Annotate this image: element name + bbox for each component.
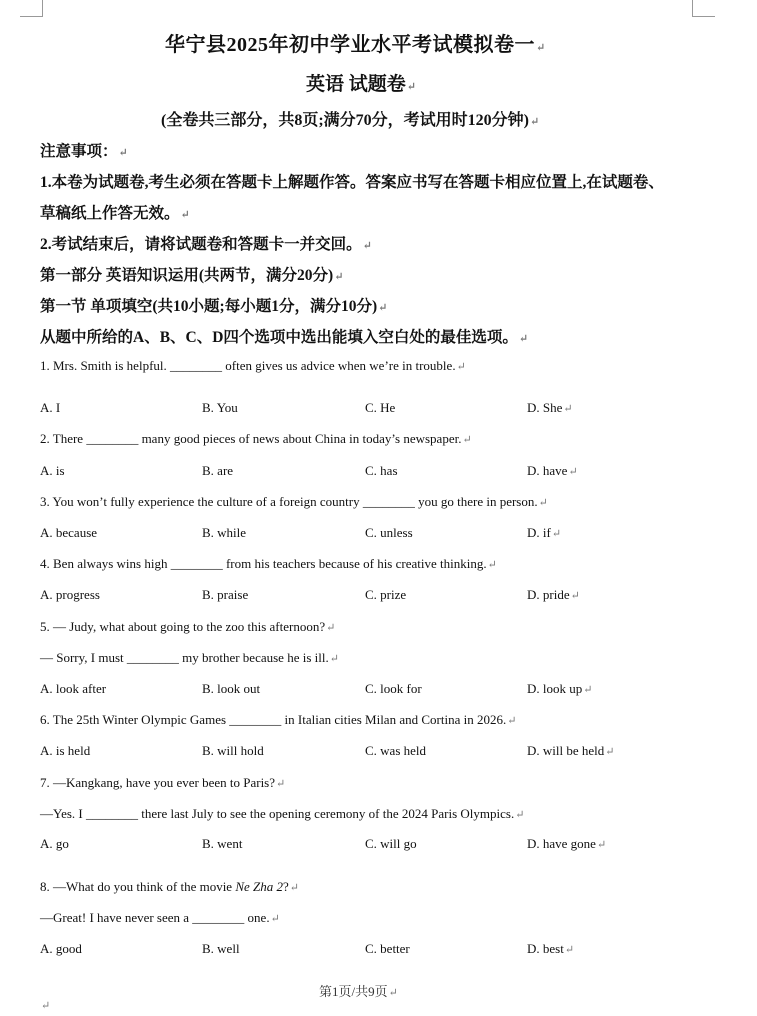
option-a: A. because — [40, 525, 98, 540]
option-b: B. look out — [202, 681, 261, 696]
question-1: 1. Mrs. Smith is helpful. ________ often gives us advice when we’re in trouble.↵ — [40, 358, 466, 373]
question-5-line-2: — Sorry, I must ________ my brother because he is ill.↵ — [40, 650, 339, 665]
trailing-paragraph-mark: ↵ — [41, 1000, 51, 1012]
option-d: D. look up↵ — [527, 681, 593, 696]
part-1-heading: 第一部分 英语知识运用(共两节，满分20分)↵ — [40, 267, 344, 284]
exam-subtitle: 英语 试题卷↵ — [306, 74, 416, 95]
question-3: 3. You won’t fully experience the culture of a foreign country ________ you go there in person.↵ — [40, 494, 548, 509]
option-d: D. if↵ — [527, 525, 562, 540]
question-8-line-1: 8. —What do you think of the movie Ne Zha 2?↵ — [40, 879, 300, 894]
option-a: A. good — [40, 941, 82, 956]
option-a: A. progress — [40, 587, 100, 602]
option-b: B. while — [202, 525, 247, 540]
option-c: C. prize — [365, 587, 407, 602]
section-instruction: 从题中所给的A、B、C、D四个选项中选出能填入空白处的最佳选项。↵ — [40, 329, 529, 346]
option-d: D. She↵ — [527, 400, 573, 415]
option-c: C. better — [365, 941, 410, 956]
option-c: C. look for — [365, 681, 422, 696]
question-2: 2. There ________ many good pieces of news about China in today’s newspaper.↵ — [40, 431, 472, 446]
exam-info: (全卷共三部分，共8页;满分70分，考试用时120分钟)↵ — [161, 112, 540, 129]
notes-item-1-line-2: 草稿纸上作答无效。↵ — [40, 205, 190, 222]
option-c: C. will go — [365, 836, 417, 851]
option-d: D. have gone↵ — [527, 836, 607, 851]
exam-title: 华宁县2025年初中学业水平考试模拟卷一↵ — [165, 34, 546, 56]
section-1-heading: 第一节 单项填空(共10小题;每小题1分，满分10分)↵ — [40, 298, 388, 315]
option-c: C. He — [365, 400, 396, 415]
option-d: D. best↵ — [527, 941, 575, 956]
option-c: C. was held — [365, 743, 427, 758]
option-a: A. is — [40, 463, 65, 478]
crop-mark-top-right — [692, 0, 715, 17]
question-8-line-2: —Great! I have never seen a ________ one.↵ — [40, 910, 280, 925]
question-7-line-1: 7. —Kangkang, have you ever been to Paris?↵ — [40, 775, 286, 790]
option-b: B. went — [202, 836, 243, 851]
option-b: B. You — [202, 400, 238, 415]
option-a: A. I — [40, 400, 61, 415]
option-b: B. will hold — [202, 743, 264, 758]
option-a: A. is held — [40, 743, 91, 758]
option-c: C. has — [365, 463, 398, 478]
question-4: 4. Ben always wins high ________ from his teachers because of his creative thinking.↵ — [40, 556, 497, 571]
option-a: A. go — [40, 836, 69, 851]
option-b: B. praise — [202, 587, 249, 602]
option-d: D. have↵ — [527, 463, 578, 478]
option-b: B. are — [202, 463, 234, 478]
question-7-line-2: —Yes. I ________ there last July to see the opening ceremony of the 2024 Paris Olympics.↵ — [40, 806, 525, 821]
option-a: A. look after — [40, 681, 107, 696]
option-d: D. will be held↵ — [527, 743, 615, 758]
notes-item-1-line-1: 1.本卷为试题卷,考生必须在答题卡上解题作答。答案应书写在答题卡相应位置上,在试题卷、 — [40, 174, 664, 191]
question-5-line-1: 5. — Judy, what about going to the zoo this afternoon?↵ — [40, 619, 336, 634]
option-c: C. unless — [365, 525, 413, 540]
question-6: 6. The 25th Winter Olympic Games ________ in Italian cities Milan and Cortina in 2026.↵ — [40, 712, 517, 727]
option-d: D. pride↵ — [527, 587, 580, 602]
notes-item-2: 2.考试结束后，请将试题卷和答题卡一并交回。↵ — [40, 236, 372, 253]
crop-mark-top-left — [20, 0, 43, 17]
option-b: B. well — [202, 941, 240, 956]
notes-heading: 注意事项：↵ — [40, 143, 128, 160]
page-footer: 第1页/共9页↵ — [319, 984, 398, 999]
